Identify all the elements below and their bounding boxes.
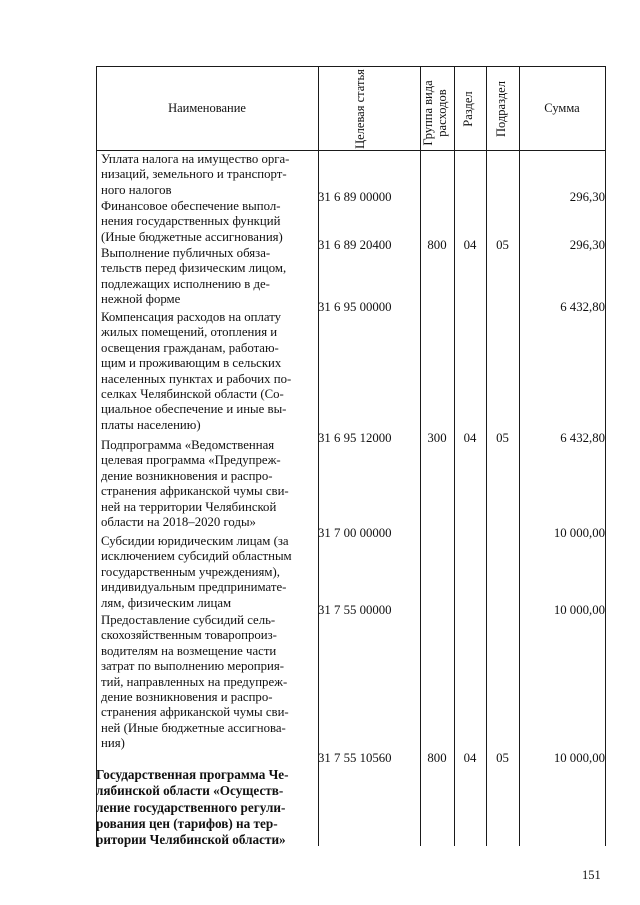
header-subsection xyxy=(495,69,511,149)
row-7-name: Государственная программа Че- лябинской области «Осуществ- ление государственного регули- рования цен (тарифов) на тер- ритории Челябинской области» xyxy=(96,767,289,848)
column-divider-subsection xyxy=(486,66,487,846)
header-section xyxy=(462,79,478,139)
row-4-code: 31 6 95 12000 xyxy=(318,431,392,445)
row-3-name: Компенсация расходов на оплату жилых помещений, отопления и освещения гражданам, работаю- щим и проживающим в сельских населенных пунктах и рабочих по- селках Челябинской области (Со- циальное обеспечение и иные вы- платы населению) xyxy=(101,310,292,432)
row-2-subsection: 05 xyxy=(496,238,509,252)
row-7-sum: 10 000,00 xyxy=(553,751,605,765)
row-4-group: 300 xyxy=(427,431,447,445)
column-divider-group xyxy=(420,66,421,846)
row-2-code: 31 6 89 20400 xyxy=(318,238,392,252)
row-7-subsection: 05 xyxy=(496,751,509,765)
row-1-code: 31 6 89 00000 xyxy=(318,190,392,204)
row-3-code: 31 6 95 00000 xyxy=(318,300,392,314)
header-section-text: Раздел xyxy=(461,91,475,127)
row-0-name: Уплата налога на имущество орга- низаций, земельного и транспорт- ного налогов xyxy=(101,152,290,197)
header-name: Наименование xyxy=(168,101,246,115)
column-divider-section xyxy=(454,66,455,846)
table-top-border xyxy=(96,66,606,67)
row-4-subsection: 05 xyxy=(496,431,509,445)
header-expense-group-text: Группа вида расходов xyxy=(421,80,449,146)
row-2-sum: 296,30 xyxy=(569,238,605,252)
header-bottom-border xyxy=(96,150,606,151)
row-2-group: 800 xyxy=(427,238,447,252)
row-7-section: 04 xyxy=(463,751,477,765)
row-6-sum: 10 000,00 xyxy=(553,603,605,617)
row-4-section: 04 xyxy=(463,431,477,445)
header-subsection-text: Подраздел xyxy=(494,81,508,137)
header-target-article xyxy=(354,69,384,149)
row-6-name: Предоставление субсидий сель- скохозяйственным товаропроиз- водителям на возмещение части затрат по выполнению мероприя- тий, направленных на предупреж- дение возникновения и распро- странения африканской чумы сви- ней (Иные бюджетные ассигнова- ния) xyxy=(101,613,289,751)
row-4-sum: 6 432,80 xyxy=(560,431,605,445)
row-2-section: 04 xyxy=(463,238,477,252)
row-3-sum: 6 432,80 xyxy=(560,300,605,314)
row-1-sum: 296,30 xyxy=(569,190,605,204)
row-7-code: 31 7 55 10560 xyxy=(318,751,392,765)
table-left-border xyxy=(96,66,97,846)
row-5-name: Субсидии юридическим лицам (за исключением субсидий областным государственным учреждениям), индивидуальным предпринимате- лям, физическим лицам xyxy=(101,534,292,610)
header-target-article-text: Целевая статья xyxy=(353,69,367,149)
row-1-name: Финансовое обеспечение выпол- нения государственных функций (Иные бюджетные ассигнования) xyxy=(101,199,283,244)
page-number: 151 xyxy=(582,868,601,882)
table-right-border xyxy=(605,66,606,846)
column-divider-code xyxy=(318,66,319,846)
row-7-group: 800 xyxy=(427,751,447,765)
header-sum: Сумма xyxy=(544,101,580,115)
row-5-sum: 10 000,00 xyxy=(553,526,605,540)
header-expense-group xyxy=(422,73,452,153)
row-4-name: Подпрограмма «Ведомственная целевая программа «Предупреж- дение возникновения и распро- странения африканской чумы сви- ней на территории Челябинской области на 2018–2020 годы» xyxy=(101,438,289,530)
row-6-code: 31 7 55 00000 xyxy=(318,603,392,617)
row-5-code: 31 7 00 00000 xyxy=(318,526,392,540)
row-2-name: Выполнение публичных обяза- тельств перед физическим лицом, подлежащих исполнению в де- нежной форме xyxy=(101,246,287,307)
column-divider-sum xyxy=(519,66,520,846)
